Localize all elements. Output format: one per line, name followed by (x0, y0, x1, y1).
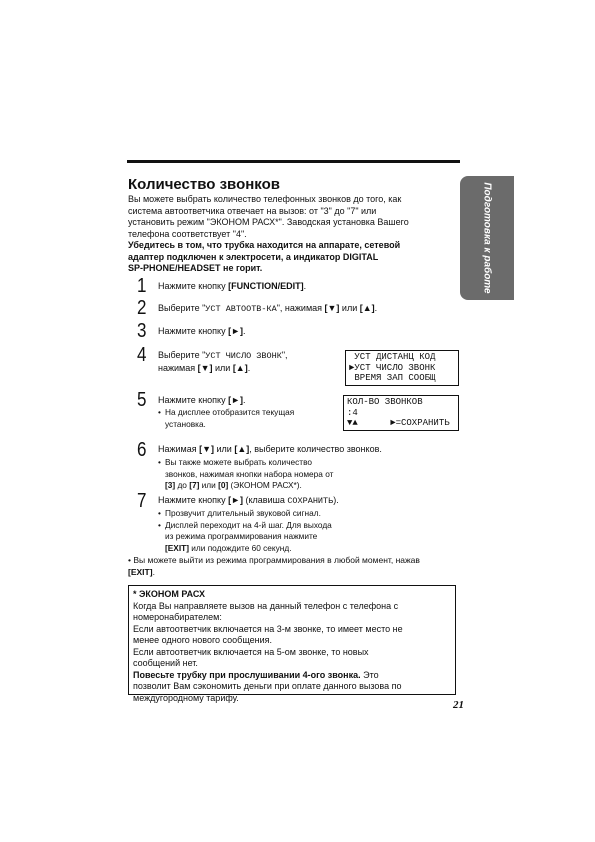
subnote-text: звонков, нажимая кнопки набора номера от (165, 468, 334, 479)
step-text-part: , выберите количество звонков. (249, 444, 382, 454)
chapter-side-tab-label: Подготовка к работе (481, 182, 493, 294)
exit-note: • Вы можете выйти из режима программирования в любой момент, нажав [EXIT]. (128, 555, 420, 577)
key-label: [►] (228, 495, 243, 505)
step-text-part: Нажмите кнопку (158, 281, 229, 291)
step-text (158, 494, 458, 507)
step-text (158, 349, 338, 374)
step-text-part: или (212, 363, 233, 373)
step-text-part: или (214, 444, 235, 454)
step-text-part: Нажмите кнопку (158, 495, 229, 505)
key-label: [►] (228, 326, 243, 336)
subnote-text: Прозвучит длительный звуковой сигнал. (165, 508, 321, 518)
econom-info-box (128, 585, 456, 703)
step-number: 5 (137, 389, 147, 411)
step-text-part: или (339, 303, 360, 313)
intro-warning-line: адаптер подключен к электросети, а индикатор DIGITAL (128, 251, 379, 262)
box-line: позволит Вам сэкономить деньги при оплате данного вызова по (133, 681, 402, 691)
step-number: 6 (137, 439, 147, 461)
lcd-line: ▼▲ ►=СОХРАНИТЬ (347, 418, 450, 428)
intro-warning-line: SP-PHONE/HEADSET не горит. (128, 263, 263, 273)
key-label: [EXIT] (165, 542, 189, 553)
step-text-part: Выберите " (158, 303, 206, 313)
subnote-text: (ЭКОНОМ РАСХ*). (228, 480, 302, 490)
subnote-text: На дисплее отобразится текущая (165, 407, 295, 417)
lcd-line: :4 (347, 407, 358, 418)
lcd-line: УСТ ДИСТАНЦ КОД (349, 352, 436, 362)
key-label: [FUNCTION/EDIT] (228, 281, 304, 291)
step-text-part: ). (333, 495, 339, 505)
step-number: 3 (137, 320, 147, 342)
top-rule (127, 160, 460, 163)
step-text-part: ", нажимая (276, 303, 325, 313)
step-text-part: . (303, 281, 307, 291)
key-label: [▼] (197, 363, 213, 373)
subnote-text: установка. (165, 418, 206, 429)
box-line: Это (360, 669, 379, 680)
step-text-part: Нажимая (158, 444, 200, 454)
step-number: 2 (137, 297, 147, 319)
key-label: [7] (189, 480, 200, 490)
key-label: [0] (218, 480, 229, 490)
subnote-text: Дисплей переходит на 4-й шаг. Для выхода (165, 519, 332, 530)
step-text (158, 280, 458, 292)
intro-text (128, 194, 460, 275)
key-label: [EXIT] (128, 566, 153, 577)
step-subnote: • Вы также можете выбрать количество звонков, нажимая кнопки набора номера от [3] до [7] или [0] (ЭКОНОМ РАСХ*). (158, 457, 334, 490)
box-heading: * ЭКОНОМ РАСХ (133, 589, 206, 599)
step-text-part: . (243, 326, 246, 336)
box-line: номеронабирателем: (133, 612, 222, 622)
key-label: [▼] (324, 303, 340, 313)
key-label: [►] (228, 395, 243, 405)
step-text (158, 302, 458, 315)
box-bold-line: Повесьте трубку при прослушивании 4-ого звонка. (133, 669, 361, 680)
intro-line: установить режим "ЭКОНОМ РАСХ*". Заводская установка Вашего (128, 217, 409, 227)
display-text: УСТ ЧИСЛО ЗВОНК (205, 351, 282, 361)
subnote-text: или подождите 60 секунд. (188, 542, 292, 553)
lcd-display-menu (345, 350, 459, 386)
note-text: Вы можете выйти из режима программирования в любой момент, нажав (133, 555, 420, 565)
step-subnote: • Прозвучит длительный звуковой сигнал. • Дисплей переходит на 4-й шаг. Для выхода из режима программирования нажмите [EXIT] или подождите 60 секунд. (158, 508, 332, 553)
step-text-part: . (247, 363, 251, 373)
box-line: Если автоответчик включается на 3-м звонке, то имеет место не (133, 623, 403, 634)
step-number: 4 (137, 344, 147, 366)
section-title: Количество звонков (128, 176, 280, 193)
intro-line: телефона соответствует "4". (128, 228, 247, 239)
step-text-part: (клавиша (243, 495, 288, 505)
key-label: [▲] (359, 303, 375, 313)
key-label: [▲] (234, 444, 250, 454)
subnote-text: или (199, 480, 219, 490)
subnote-text: Вы также можете выбрать количество (165, 457, 313, 467)
step-text-part: . (243, 395, 246, 405)
step-text-part: Выберите " (158, 350, 206, 360)
step-subnote: • На дисплее отобразится текущая установка. (158, 407, 295, 429)
step-text-part: Нажмите кнопку (158, 395, 229, 405)
subnote-text: из режима программирования нажмите (165, 531, 318, 541)
note-text: . (152, 566, 155, 577)
display-text: СОХРАНИТЬ (287, 496, 334, 506)
chapter-side-tab (460, 176, 514, 300)
step-number: 1 (137, 275, 147, 297)
box-line: Когда Вы направляете вызов на данный телефон с телефона с (133, 600, 399, 611)
page-number: 21 (453, 699, 464, 711)
box-line: междугородному тарифу. (133, 692, 239, 703)
intro-line: Вы можете выбрать количество телефонных звонков до того, как (128, 194, 402, 204)
step-text (158, 443, 458, 455)
intro-warning-line: Убедитесь в том, что трубка находится на аппарате, сетевой (128, 240, 401, 250)
subnote-text: до (175, 480, 190, 490)
box-line: менее одного нового сообщения. (133, 635, 272, 645)
step-text-part: . (374, 303, 378, 313)
step-text-part: ", (281, 350, 288, 360)
display-text: УСТ АВТООТВ-КА (205, 304, 277, 314)
lcd-line: ВРЕМЯ ЗАП СООБЩ (349, 373, 436, 383)
key-label: [▲] (232, 363, 248, 373)
key-label: [▼] (199, 444, 215, 454)
box-line: сообщений нет. (133, 658, 198, 668)
lcd-line: КОЛ-ВО ЗВОНКОВ (347, 397, 423, 407)
lcd-display-rings (343, 395, 459, 431)
lcd-line: ►УСТ ЧИСЛО ЗВОНК (349, 362, 436, 373)
key-label: [3] (165, 480, 176, 490)
step-number: 7 (137, 490, 147, 512)
step-text-part: нажимая (158, 363, 198, 373)
step-text-part: Нажмите кнопку (158, 326, 229, 336)
intro-line: система автоответчика отвечает на вызов: от "3" до "7" или (128, 205, 377, 216)
box-line: Если автоответчик включается на 5-ом звонке, то новых (133, 646, 369, 657)
step-text (158, 325, 458, 337)
